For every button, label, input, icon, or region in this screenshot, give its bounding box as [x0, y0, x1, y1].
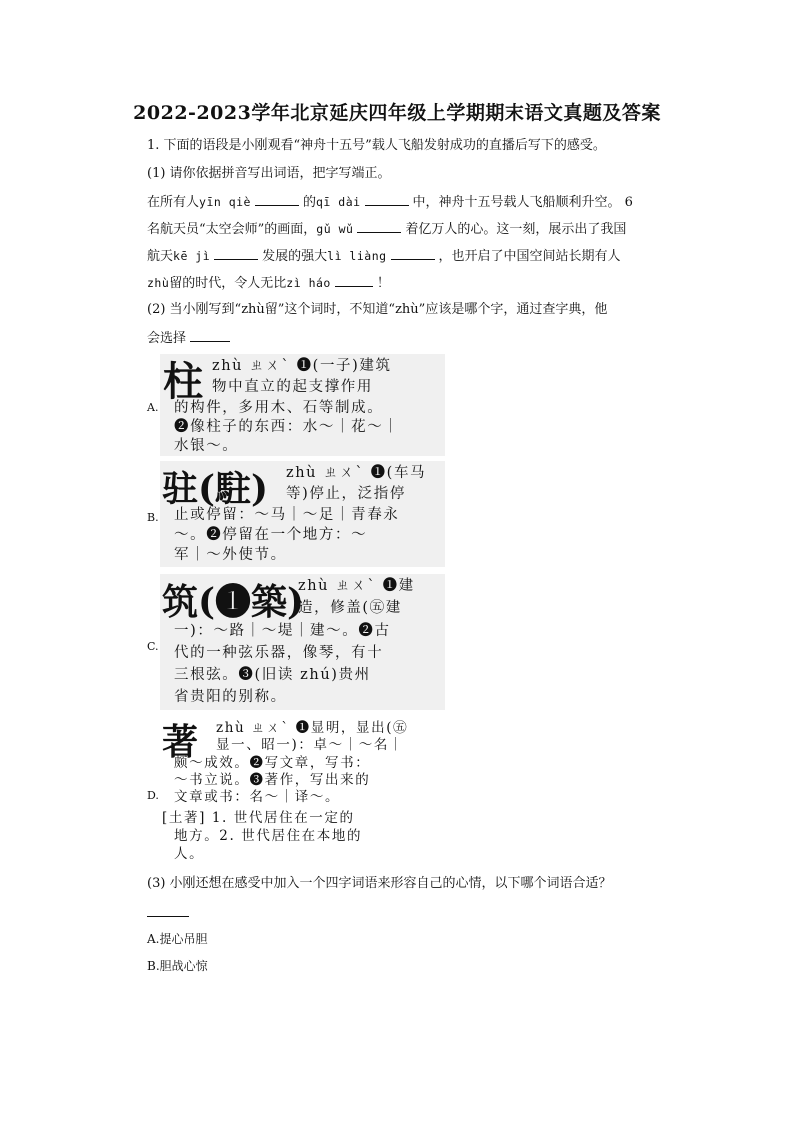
- passage-text: 发展的强大: [262, 249, 328, 264]
- pinyin-zihao: zì háo: [286, 276, 331, 290]
- dictionary-entry-zhu-station: [160, 461, 445, 567]
- entry-line: ❷像柱子的东西：水～｜花～｜: [174, 419, 400, 435]
- option-a-label[interactable]: A.: [147, 401, 159, 414]
- answer-blank[interactable]: [335, 274, 373, 287]
- passage-text: 在所有人: [147, 195, 200, 210]
- pinyin-keji: kē jì: [173, 249, 211, 263]
- answer-blank[interactable]: [255, 193, 299, 206]
- entry-line: [土著] 1. 世代居住在一定的: [162, 810, 355, 826]
- passage-text: 的: [302, 195, 316, 210]
- part1-prompt: (1) 请你依据拼音写出词语，把字写端正。: [147, 166, 391, 181]
- pinyin-yinqie: yīn qiè: [199, 195, 251, 209]
- entry-line: 止或停留：～马｜～足｜青春永: [174, 507, 400, 523]
- entry-line: 颇～成效。❷写文章，写书：: [174, 755, 371, 771]
- entry-line: 物中直立的起支撑作用: [212, 379, 373, 395]
- part3-option-b[interactable]: B.胆战心惊: [147, 959, 208, 973]
- entry-line: 省贵阳的别称。: [174, 689, 287, 705]
- passage-text: 留的时代，令人无比: [169, 276, 287, 291]
- entry-line: ～。❷停留在一个地方：～: [174, 527, 368, 543]
- answer-blank[interactable]: [357, 220, 401, 233]
- entry-line: zhù ㄓㄨˋ ❶(车马: [286, 465, 427, 481]
- part2-prompt-line2: [147, 329, 234, 347]
- passage-text: ！: [376, 276, 390, 291]
- part3-prompt: (3) 小刚还想在感受中加入一个四字词语来形容自己的心情，以下哪个词语合适？: [147, 876, 612, 891]
- entry-line: 文章或书：名～｜译～。: [174, 789, 341, 805]
- answer-blank[interactable]: [214, 247, 258, 260]
- passage-text: 航天: [147, 249, 174, 264]
- dictionary-entry-zhu-pillar: [160, 354, 445, 456]
- pinyin-guwu: gǔ wǔ: [316, 222, 354, 236]
- answer-blank[interactable]: [190, 329, 230, 342]
- pinyin-liliang: lì liàng: [327, 249, 387, 263]
- answer-blank[interactable]: [391, 247, 435, 260]
- part3-option-a[interactable]: A.提心吊胆: [147, 932, 208, 946]
- entry-line: 地方。2. 世代居住在本地的: [174, 828, 363, 844]
- passage-line-4: [147, 274, 390, 292]
- answer-blank[interactable]: [147, 916, 189, 917]
- answer-blank[interactable]: [365, 193, 409, 206]
- passage-line-2: [147, 220, 626, 238]
- entry-line: 的构件，多用木、石等制成。: [174, 400, 384, 416]
- dictionary-entry-zhu-build: [160, 574, 445, 710]
- pinyin-zhu: zhù: [147, 276, 170, 290]
- dictionary-entry-zhu-write: [160, 720, 445, 868]
- entry-headword: 筑(❶築): [162, 581, 305, 623]
- option-d-label[interactable]: D.: [147, 789, 159, 802]
- passage-line-1: [147, 193, 633, 211]
- option-b-label[interactable]: B.: [147, 511, 159, 524]
- entry-line: zhù ㄓㄨˋ ❶显明，显出(㊄: [216, 720, 409, 736]
- entry-line: 等)停止，泛指停: [286, 486, 406, 502]
- passage-text: 名航天员“太空会师”的画面，: [147, 222, 317, 237]
- entry-headword: 驻(駐): [162, 468, 269, 510]
- entry-line: 一)：～路｜～堤｜建～。❷古: [174, 623, 391, 639]
- passage-text: 中，神舟十五号载人飞船顺利升空。 6: [412, 195, 633, 210]
- option-c-label[interactable]: C.: [147, 640, 159, 653]
- passage-text: ，也开启了中国空间站长期有人: [438, 249, 621, 264]
- entry-line: 三根弦。❸(旧读 zhú)贵州: [174, 667, 371, 683]
- entry-line: 代的一种弦乐器，像琴，有十: [174, 645, 384, 661]
- entry-line: 人。: [174, 846, 205, 862]
- entry-line: zhù ㄓㄨˋ ❶建: [298, 578, 415, 594]
- entry-line: 造，修盖(㊄建: [298, 600, 402, 616]
- part2-prompt-line1: (2) 当小刚写到“zhù留”这个词时，不知道“zhù”应该是哪个字，通过查字典，他: [147, 302, 608, 317]
- question-intro: 1. 下面的语段是小刚观看“神舟十五号”载人飞船发射成功的直播后写下的感受。: [147, 138, 606, 153]
- entry-line: 显一、昭一)：卓～｜～名｜: [216, 737, 405, 753]
- pinyin-qidai: qī dài: [316, 195, 361, 209]
- page-title: 2022-2023学年北京延庆四年级上学期期末语文真题及答案: [133, 102, 661, 124]
- passage-text: 着亿万人的心。这一刻，展示出了我国: [405, 222, 627, 237]
- part2-prompt-text: 会选择: [147, 331, 187, 346]
- entry-line: 军｜～外使节。: [174, 547, 287, 563]
- entry-headword: 柱: [163, 358, 203, 405]
- entry-line: ～书立说。❸著作，写出来的: [174, 772, 371, 788]
- entry-line: 水银～。: [174, 438, 239, 454]
- passage-line-3: [147, 247, 621, 265]
- entry-headword: 著: [162, 721, 199, 763]
- entry-line: zhù ㄓㄨˋ ❶(一子)建筑: [212, 358, 392, 374]
